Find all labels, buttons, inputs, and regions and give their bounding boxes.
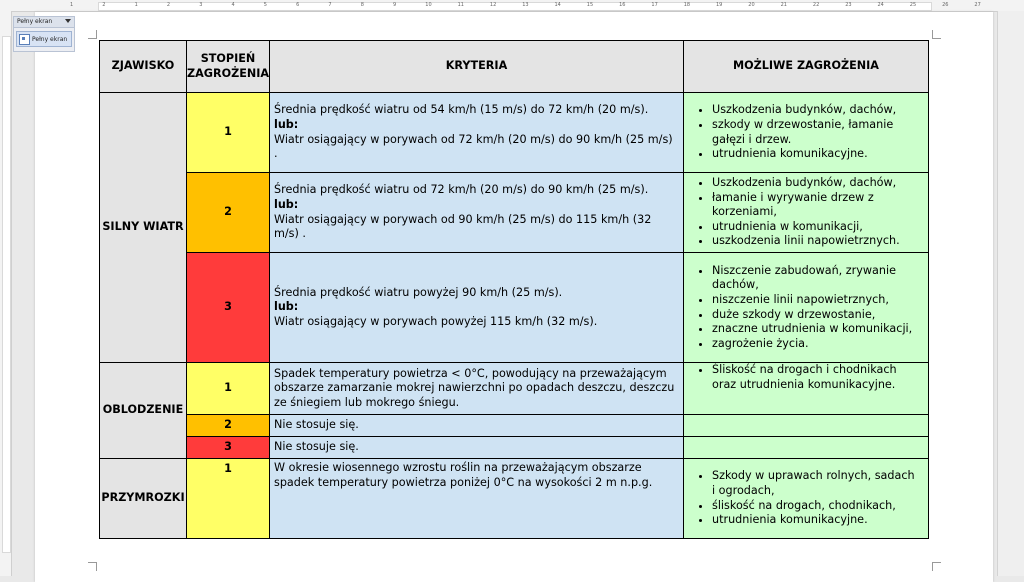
header-stopien bbox=[187, 41, 270, 93]
list-item: • Uszkodzenia budynków, dachów, bbox=[712, 176, 924, 191]
criteria-text: Wiatr osiągający w porywach powyżej 115 km/h (32 m/s). bbox=[274, 314, 598, 328]
list-item: • utrudnienia komunikacyjne. bbox=[712, 513, 924, 528]
level-cell-1: 1 bbox=[187, 459, 270, 539]
table-row bbox=[100, 459, 929, 539]
full-screen-button-label: Pełny ekran bbox=[32, 35, 68, 43]
ruler-tick-label: 9 bbox=[393, 2, 397, 8]
ruler-tick-label: 26 bbox=[942, 2, 949, 8]
criteria-cell bbox=[270, 363, 684, 415]
threats-cell bbox=[684, 415, 929, 437]
list-item: • niszczenie linii napowietrznych, bbox=[712, 293, 924, 308]
ruler-tick-label: 2 bbox=[102, 2, 106, 8]
ruler-tick-label: 11 bbox=[457, 2, 464, 8]
header-kryteria: KRYTERIA bbox=[270, 41, 684, 93]
ruler-tick-label: 19 bbox=[716, 2, 723, 8]
ruler-active-area bbox=[98, 2, 932, 11]
table-row bbox=[100, 437, 929, 459]
ruler-tick-label: 20 bbox=[748, 2, 755, 8]
table-row bbox=[100, 253, 929, 363]
header-zagrozenia: MOŻLIWE ZAGROŻENIA bbox=[684, 41, 929, 93]
crop-mark-top-left bbox=[88, 30, 97, 39]
list-item: • Śliskość na drogach i chodnikach oraz utrudnienia komunikacyjne. bbox=[712, 363, 924, 392]
list-item: • łamanie i wyrywanie drzew z korzeniami, bbox=[712, 191, 924, 220]
ruler-tick-label: 5 bbox=[263, 2, 267, 8]
table-row bbox=[100, 93, 929, 173]
ruler-tick-label: 3 bbox=[199, 2, 203, 8]
ruler-tick-label: 21 bbox=[780, 2, 787, 8]
threats-list bbox=[684, 469, 924, 527]
criteria-cell: Nie stosuje się. bbox=[270, 437, 684, 459]
criteria-cell bbox=[270, 173, 684, 253]
ruler-tick-label: 15 bbox=[586, 2, 594, 8]
list-item: • znaczne utrudnienia w komunikacji, bbox=[712, 322, 924, 337]
list-item: • szkody w drzewostanie, łamanie gałęzi i drzew. bbox=[712, 118, 924, 147]
crop-mark-bottom-left bbox=[88, 562, 97, 571]
vertical-ruler[interactable] bbox=[0, 11, 12, 576]
threats-list bbox=[684, 176, 924, 249]
ruler-tick-label: 13 bbox=[522, 2, 529, 8]
list-item: • utrudnienia komunikacyjne. bbox=[712, 147, 924, 162]
ruler-tick-label: 8 bbox=[360, 2, 364, 8]
level-cell-3: 3 bbox=[187, 437, 270, 459]
ruler-tick-label: 18 bbox=[683, 2, 691, 8]
header-stopien-line1: STOPIEŃ bbox=[200, 51, 256, 65]
ruler-tick-label: 12 bbox=[489, 2, 497, 8]
toolbar-title[interactable] bbox=[14, 17, 74, 28]
crop-mark-bottom-right bbox=[932, 562, 941, 571]
ruler-tick-label: 22 bbox=[812, 2, 820, 8]
criteria-text: Średnia prędkość wiatru od 72 km/h (20 m/s) do 90 km/h (25 m/s). bbox=[274, 183, 649, 197]
table-row bbox=[100, 415, 929, 437]
list-item: • zagrożenie życia. bbox=[712, 337, 924, 352]
chevron-down-icon[interactable] bbox=[65, 19, 71, 23]
criteria-text: Spadek temperatury powietrza < 0°C, powodujący na przeważającym obszarze zamarzanie mokrej nawierzchni po opadach deszczu, deszczu ze śniegiem lub mokrego śniegu. bbox=[274, 366, 675, 409]
criteria-cell bbox=[270, 253, 684, 363]
full-screen-button[interactable] bbox=[16, 31, 72, 47]
threats-cell bbox=[684, 437, 929, 459]
full-screen-icon bbox=[19, 34, 30, 45]
criteria-or-label: lub: bbox=[274, 300, 299, 314]
ruler-tick-label: 16 bbox=[619, 2, 626, 8]
phenomenon-oblodzenie: OBLODZENIE bbox=[100, 363, 187, 459]
criteria-cell bbox=[270, 459, 684, 539]
criteria-text: Średnia prędkość wiatru od 54 km/h (15 m/s) do 72 km/h (20 m/s). bbox=[274, 103, 649, 117]
header-zjawisko: ZJAWISKO bbox=[100, 41, 187, 93]
ruler-active-area-vertical bbox=[2, 36, 11, 553]
ruler-tick-label: 23 bbox=[845, 2, 852, 8]
ruler-tick-label: 25 bbox=[909, 2, 917, 8]
vertical-scrollbar[interactable] bbox=[997, 11, 1024, 576]
table-row bbox=[100, 173, 929, 253]
phenomenon-przymrozki: PRZYMROZKI bbox=[100, 459, 187, 539]
criteria-text: W okresie wiosennego wzrostu roślin na przeważającym obszarze spadek temperatury powietrza poniżej 0°C na wysokości 2 m n.p.g. bbox=[274, 461, 653, 489]
toolbar-title-label: Pełny ekran bbox=[17, 18, 53, 25]
header-stopien-line2: ZAGROŻENIA bbox=[187, 66, 270, 80]
list-item: • Niszczenie zabudowań, zrywanie dachów, bbox=[712, 264, 924, 293]
ruler-tick-label: 1 bbox=[70, 2, 74, 8]
list-item: • Szkody w uprawach rolnych, sadach bbox=[712, 469, 924, 484]
ruler-tick-label: 4 bbox=[231, 2, 235, 8]
level-cell-1: 1 bbox=[187, 93, 270, 173]
criteria-text: Średnia prędkość wiatru powyżej 90 km/h (25 m/s). bbox=[274, 285, 563, 299]
threats-cell bbox=[684, 173, 929, 253]
ruler-tick-label: 27 bbox=[974, 2, 981, 8]
criteria-text: Wiatr osiągający w porywach od 72 km/h (20 m/s) do 90 km/h (25 m/s) . bbox=[274, 132, 673, 161]
list-item: • uszkodzenia linii napowietrznych. bbox=[712, 234, 924, 249]
threats-cell bbox=[684, 363, 929, 415]
ruler-tick-label: 14 bbox=[554, 2, 561, 8]
list-item: • duże szkody w drzewostanie, bbox=[712, 308, 924, 323]
criteria-cell bbox=[270, 93, 684, 173]
threats-list bbox=[684, 264, 924, 352]
full-screen-toolbar bbox=[13, 16, 75, 52]
ruler-tick-label: 2 bbox=[166, 2, 171, 8]
criteria-text: Wiatr osiągający w porywach od 90 km/h (25 m/s) do 115 km/h (32 m/s) . bbox=[274, 212, 652, 241]
list-item: • śliskość na drogach, chodnikach, bbox=[712, 499, 924, 514]
hazard-table bbox=[99, 40, 929, 539]
criteria-or-label: lub: bbox=[274, 117, 299, 131]
table-header-row bbox=[100, 41, 929, 93]
level-cell-1: 1 bbox=[187, 363, 270, 415]
level-cell-2: 2 bbox=[187, 415, 270, 437]
threats-list bbox=[684, 363, 924, 392]
ruler-tick-label: 7 bbox=[328, 2, 332, 8]
horizontal-ruler[interactable] bbox=[0, 0, 1024, 12]
threats-cell bbox=[684, 459, 929, 539]
threats-cell bbox=[684, 253, 929, 363]
crop-mark-top-right bbox=[932, 30, 941, 39]
ruler-tick-label: 17 bbox=[651, 2, 658, 8]
phenomenon-silny-wiatr: SILNY WIATR bbox=[100, 93, 187, 363]
threats-cell bbox=[684, 93, 929, 173]
list-item: i ogrodach, bbox=[712, 483, 775, 497]
criteria-or-label: lub: bbox=[274, 197, 299, 211]
ruler-tick-label: 1 bbox=[134, 2, 138, 8]
ruler-tick-label: 6 bbox=[296, 2, 300, 8]
list-item: • Uszkodzenia budynków, dachów, bbox=[712, 103, 924, 118]
level-cell-2: 2 bbox=[187, 173, 270, 253]
ruler-tick-label: 24 bbox=[877, 2, 884, 8]
list-item: • utrudnienia w komunikacji, bbox=[712, 220, 924, 235]
criteria-cell: Nie stosuje się. bbox=[270, 415, 684, 437]
threats-list bbox=[684, 103, 924, 161]
table-row bbox=[100, 363, 929, 415]
ruler-tick-label: 10 bbox=[425, 2, 432, 8]
level-cell-3: 3 bbox=[187, 253, 270, 363]
